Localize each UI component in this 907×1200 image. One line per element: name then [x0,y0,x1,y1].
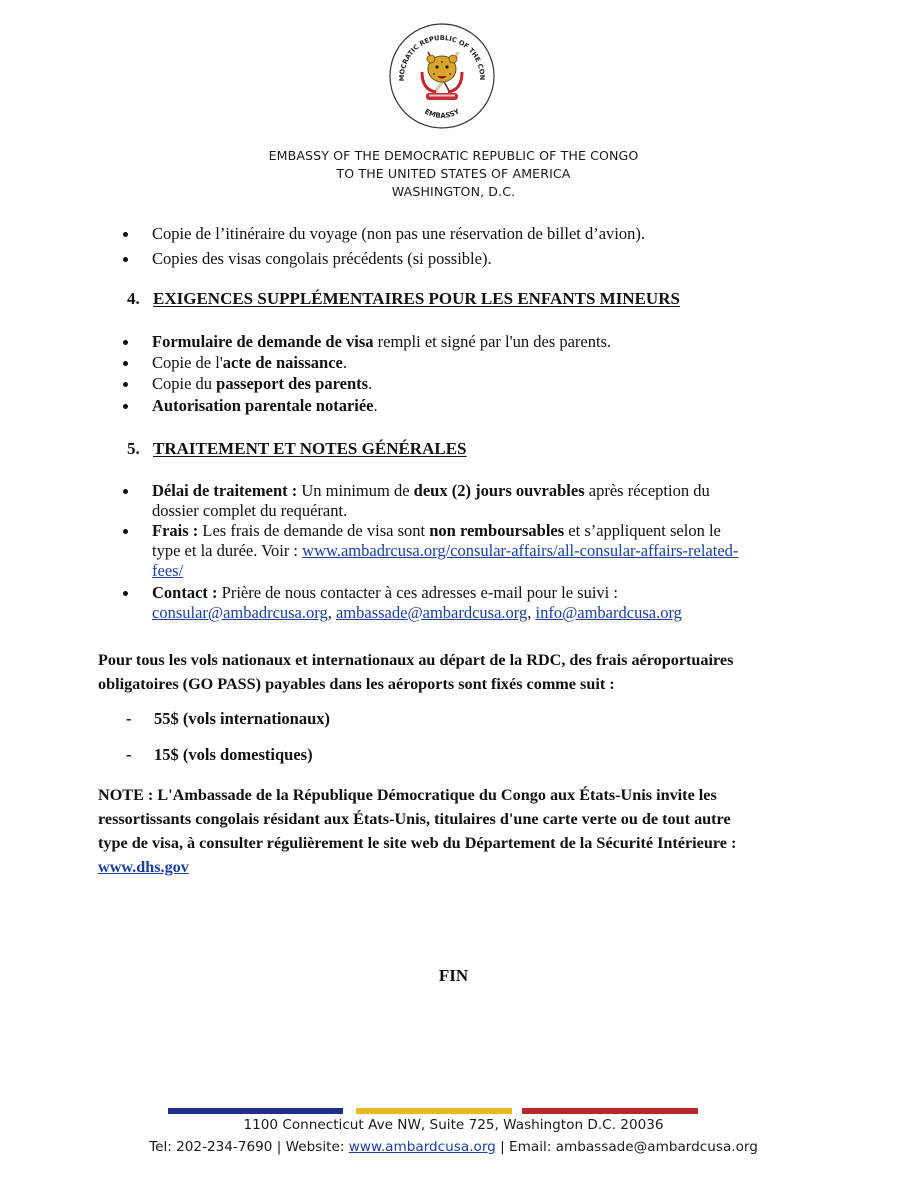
section-5-heading: 5. TRAITEMENT ET NOTES GÉNÉRALES [127,439,467,458]
bullet-icon [123,361,128,366]
fees-link-cont[interactable]: fees/ [152,561,184,580]
letterhead-line-1: EMBASSY OF THE DEMOCRATIC REPUBLIC OF THE CONGO [268,148,639,163]
end-marker: FIN [438,966,469,985]
website-link[interactable]: www.ambardcusa.org [348,1139,496,1155]
email-link-consular[interactable]: consular@ambadrcusa.org [152,603,328,622]
footer-address: 1100 Connecticut Ave NW, Suite 725, Washington D.C. 20036 [243,1117,664,1133]
bullet-icon [123,529,128,534]
bullet-icon [123,340,128,345]
bullet-icon [123,257,128,262]
embassy-seal [388,22,496,130]
footer-bar-blue [168,1108,343,1114]
email-link-ambassade[interactable]: ambassade@ambardcusa.org [335,603,528,622]
bullet-icon [123,489,128,494]
fees-link[interactable]: www.ambadrcusa.org/consular-affairs/all-consular-affairs-related- [302,541,739,560]
bullet-icon [123,591,128,596]
gopass-paragraph: Pour tous les vols nationaux et internationaux au départ de la RDC, des frais aéroportuaires obligatoires (GO PASS) payables dans les aéroports sont fixés comme suit : [98,651,734,693]
email-link-info[interactable]: info@ambardcusa.org [535,603,682,622]
section-4-heading: 4. EXIGENCES SUPPLÉMENTAIRES POUR LES ENFANTS MINEURS [127,289,680,308]
letterhead-line-3: WASHINGTON, D.C. [391,184,516,199]
bullet-icon [123,404,128,409]
footer-bar-red [522,1108,698,1114]
bullet-icon [123,382,128,387]
letterhead-line-2: TO THE UNITED STATES OF AMERICA [336,166,571,181]
svg-text:EMBASSY: EMBASSY [423,107,461,120]
seal-emblem-icon [388,22,496,130]
footer-bar-yellow [356,1108,512,1114]
note-paragraph: NOTE : L'Ambassade de la République Démocratique du Congo aux États-Unis invite les ressortissants congolais résidant aux États-Unis, titulaires d'une carte verte ou de tout autre type de visa, à consulter régulièrement le site web du Département de la Sécurité Intérieure : www.dhs.gov [98,786,737,876]
footer-contact: Tel: 202-234-7690 | Website: www.ambardcusa.org | Email: ambassade@ambardcusa.org [149,1139,758,1155]
svg-text:DEMOCRATIC REPUBLIC OF THE CON: MOCRATIC REPUBLIC OF THE CON [397,33,487,82]
bullet-icon [123,232,128,237]
dhs-link[interactable]: www.dhs.gov [98,858,189,876]
letterhead [0,147,907,201]
